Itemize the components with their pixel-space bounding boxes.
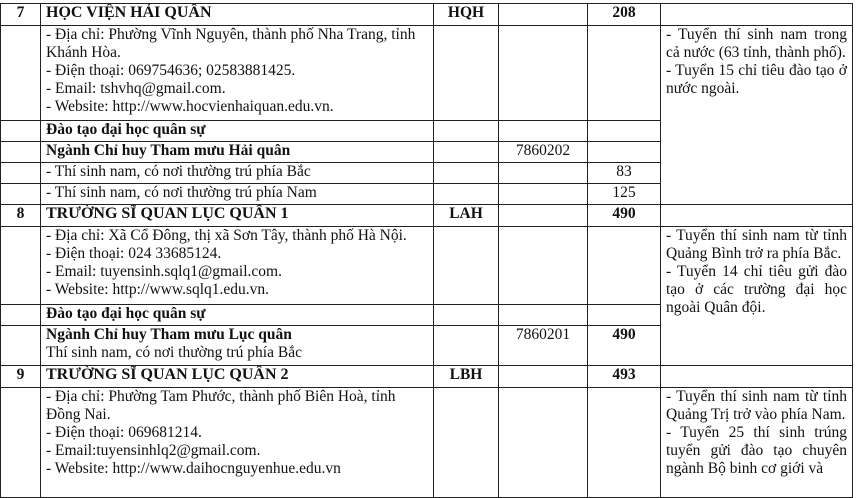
code-cell	[434, 184, 499, 205]
school-number: 9	[1, 366, 41, 388]
address-text: - Địa chỉ: Phường Tam Phước, thành phố Biên Hoà, tỉnh Đồng Nai.	[46, 388, 396, 423]
stt-cell	[1, 121, 41, 142]
major-quota: 490	[588, 326, 661, 366]
code-cell	[434, 305, 499, 326]
address-text: - Địa chỉ: Phường Vĩnh Nguyên, thành phố Nha Trang, tỉnh Khánh Hòa.	[46, 26, 416, 61]
school-notes	[661, 227, 853, 366]
code-cell	[434, 142, 499, 163]
school-number: 7	[1, 4, 41, 26]
admissions-table	[0, 3, 853, 498]
stt-cell	[1, 388, 41, 498]
stt-cell	[1, 142, 41, 163]
email-text: - Email: tshvhq@gmail.com.	[46, 80, 226, 97]
code-cell	[434, 227, 499, 305]
email-text: - Email: tuyensinh.sqlq1@gmail.com.	[46, 263, 282, 280]
major-quota	[588, 142, 661, 163]
note-text: - Tuyển thí sinh nam trong cả nước (63 tỉnh, thành phố).	[666, 26, 847, 61]
subrow-label: - Thí sinh nam, có nơi thường trú phía Bắc	[41, 163, 434, 184]
school-total-quota: 493	[588, 366, 661, 388]
subrow-quota: 83	[588, 163, 661, 184]
quota-cell	[588, 121, 661, 142]
school-contact-info	[41, 227, 434, 305]
code-cell	[434, 326, 499, 366]
school-name: TRƯỜNG SĨ QUAN LỤC QUÂN 2	[41, 366, 434, 388]
major-code-cell	[499, 227, 588, 305]
training-label: Đào tạo đại học quân sự	[41, 305, 434, 326]
website-text: - Website: http://www.hocvienhaiquan.edu.vn.	[46, 98, 334, 115]
major-code-cell	[499, 121, 588, 142]
major-code-cell	[499, 305, 588, 326]
school-number: 8	[1, 205, 41, 227]
note-cell	[661, 4, 853, 26]
note-cell	[661, 205, 853, 227]
note-text: - Tuyển thí sinh nam từ tỉnh Quảng Trị trở vào phía Nam.	[666, 388, 847, 423]
major-code-cell	[499, 184, 588, 205]
quota-cell	[588, 26, 661, 121]
note-text: - Tuyển 25 thí sinh trúng tuyển gửi đào tạo chuyên ngành Bộ binh cơ giới và	[666, 424, 847, 477]
school-contact-info	[41, 388, 434, 498]
stt-cell	[1, 305, 41, 326]
phone-text: - Điện thoại: 069681214.	[46, 424, 202, 441]
email-text: - Email:tuyensinhlq2@gmail.com.	[46, 442, 261, 459]
major-name: Ngành Chỉ huy Tham mưu Hải quân	[41, 142, 434, 163]
major-code: 7860202	[499, 142, 588, 163]
note-text: - Tuyển 14 chỉ tiêu gửi đào tạo ở các trường đại học ngoài Quân đội.	[666, 263, 847, 316]
address-text: - Địa chỉ: Xã Cổ Đông, thị xã Sơn Tây, thành phố Hà Nội.	[46, 227, 407, 244]
stt-cell	[1, 184, 41, 205]
website-text: - Website: http://www.sqlq1.edu.vn.	[46, 281, 270, 298]
stt-cell	[1, 227, 41, 305]
note-text: - Tuyển thí sinh nam từ tỉnh Quảng Bình trở ra phía Bắc.	[666, 227, 847, 262]
school-notes	[661, 26, 853, 205]
code-cell	[434, 26, 499, 121]
phone-text: - Điện thoại: 024 33685124.	[46, 245, 222, 262]
school-code: LAH	[434, 205, 499, 227]
school-name: TRƯỜNG SĨ QUAN LỤC QUÂN 1	[41, 205, 434, 227]
major-code-cell	[499, 163, 588, 184]
code-cell	[434, 163, 499, 184]
subrow-label: - Thí sinh nam, có nơi thường trú phía Nam	[41, 184, 434, 205]
quota-cell	[588, 305, 661, 326]
note-text: - Tuyển 15 chỉ tiêu đào tạo ở nước ngoài.	[666, 62, 847, 97]
code-cell	[434, 388, 499, 498]
school-header-row	[1, 4, 853, 26]
stt-cell	[1, 163, 41, 184]
school-info-row	[1, 388, 853, 498]
training-label: Đào tạo đại học quân sự	[41, 121, 434, 142]
code-cell	[434, 121, 499, 142]
major-code-cell	[499, 205, 588, 227]
school-contact-info	[41, 26, 434, 121]
major-code-cell	[499, 4, 588, 26]
major-code-cell	[499, 388, 588, 498]
subrow-quota: 125	[588, 184, 661, 205]
school-notes	[661, 388, 853, 498]
quota-cell	[588, 227, 661, 305]
major-name: Ngành Chỉ huy Tham mưu Lục quân	[46, 326, 292, 343]
school-header-row	[1, 205, 853, 227]
major-code-cell	[499, 26, 588, 121]
major-code-cell	[499, 366, 588, 388]
school-total-quota: 208	[588, 4, 661, 26]
major-subtitle: Thí sinh nam, có nơi thường trú phía Bắc	[46, 344, 302, 361]
school-info-row	[1, 227, 853, 305]
phone-text: - Điện thoại: 069754636; 02583881425.	[46, 62, 296, 79]
school-code: LBH	[434, 366, 499, 388]
major-code: 7860201	[499, 326, 588, 366]
school-name: HỌC VIỆN HẢI QUÂN	[41, 4, 434, 26]
school-info-row	[1, 26, 853, 121]
stt-cell	[1, 26, 41, 121]
school-code: HQH	[434, 4, 499, 26]
website-text: - Website: http://www.daihocnguyenhue.edu.vn	[46, 460, 341, 477]
quota-cell	[588, 388, 661, 498]
stt-cell	[1, 326, 41, 366]
school-total-quota: 490	[588, 205, 661, 227]
school-header-row	[1, 366, 853, 388]
major-cell	[41, 326, 434, 366]
note-cell	[661, 366, 853, 388]
